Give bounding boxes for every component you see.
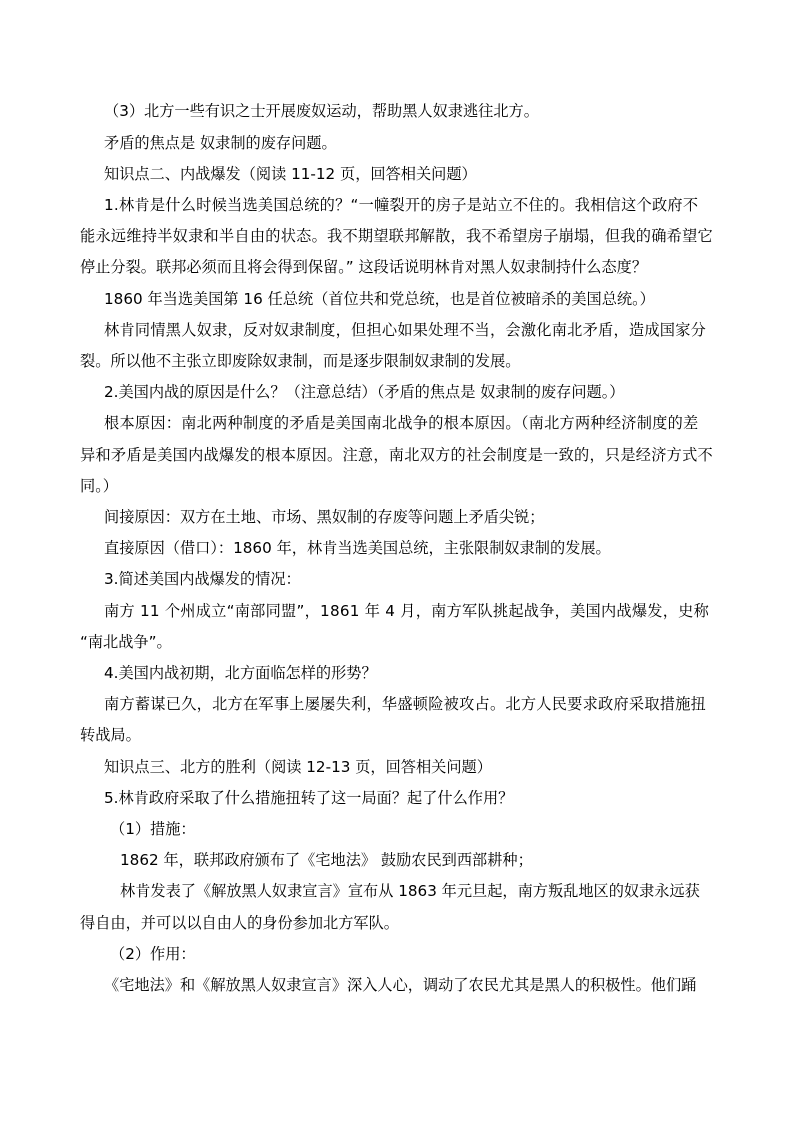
text-line: 同。） — [80, 477, 118, 495]
answer-line: 林肯发表了《解放黑人奴隶宣言》宣布从 1863 年元旦起，南方叛乱地区的奴隶永远获 — [120, 882, 700, 900]
text-line: （2）作用： — [110, 945, 196, 963]
text-line: 矛盾的焦点是 奴隶制的废存问题。 — [104, 134, 337, 152]
text-line: （3）北方一些有识之士开展废奴运动，帮助黑人奴隶逃往北方。 — [104, 102, 539, 120]
text-line: 得自由，并可以以自由人的身份参加北方军队。 — [80, 914, 399, 932]
answer-line: 林肯同情黑人奴隶，反对奴隶制度，但担心如果处理不当，会激化南北矛盾，造成国家分 — [104, 321, 707, 339]
question-line: 4.美国内战初期，北方面临怎样的形势？ — [104, 664, 377, 682]
text-line: “南北战争”。 — [80, 633, 172, 651]
answer-line: 根本原因：南北两种制度的矛盾是美国南北战争的根本原因。（南北方两种经济制度的差 — [104, 414, 699, 432]
question-line: 5.林肯政府采取了什么措施扭转了这一局面？起了什么作用？ — [104, 789, 514, 807]
question-line: 1.林肯是什么时候当选美国总统的？“一幢裂开的房子是站立不住的。我相信这个政府不 — [104, 196, 699, 214]
answer-line: 南方 11 个州成立“南部同盟”，1861 年 4 月，南方军队挑起战争，美国内战爆发，史称 — [104, 602, 710, 620]
text-line: （1）措施： — [110, 820, 196, 838]
text-line: 裂。所以他不主张立即废除奴隶制，而是逐步限制奴隶制的发展。 — [80, 352, 521, 370]
text-line: 转战局。 — [80, 726, 141, 744]
question-line: 2.美国内战的原因是什么？（注意总结）（矛盾的焦点是 奴隶制的废存问题。） — [104, 383, 625, 401]
answer-line: 南方蓄谋已久，北方在军事上屡屡失利，华盛顿险被攻占。北方人民要求政府采取措施扭 — [104, 695, 707, 713]
text-line: 能永远维持半奴隶和半自由的状态。我不期望联邦解散，我不希望房子崩塌，但我的确希望它 — [80, 227, 713, 245]
answer-line: 《宅地法》和《解放黑人奴隶宣言》深入人心，调动了农民尤其是黑人的积极性。他们踊 — [104, 976, 697, 994]
answer-line: 1860 年当选美国第 16 任总统（首位共和党总统，也是首位被暗杀的美国总统。） — [104, 290, 655, 308]
section-heading: 知识点三、北方的胜利（阅读 12-13 页，回答相关问题） — [104, 758, 492, 776]
answer-line: 1862 年，联邦政府颁布了《宅地法》 鼓励农民到西部耕种； — [120, 851, 533, 869]
text-line: 停止分裂。联邦必须而且将会得到保留。” 这段话说明林肯对黑人奴隶制持什么态度？ — [80, 258, 648, 276]
question-line: 3.简述美国内战爆发的情况： — [104, 570, 301, 588]
answer-line: 直接原因（借口）：1860 年，林肯当选美国总统，主张限制奴隶制的发展。 — [104, 539, 611, 557]
section-heading: 知识点二、内战爆发（阅读 11-12 页，回答相关问题） — [104, 165, 477, 183]
text-line: 异和矛盾是美国内战爆发的根本原因。注意，南北双方的社会制度是一致的，只是经济方式不 — [80, 446, 713, 464]
answer-line: 间接原因：双方在土地、市场、黑奴制的存废等问题上矛盾尖锐； — [104, 508, 545, 526]
